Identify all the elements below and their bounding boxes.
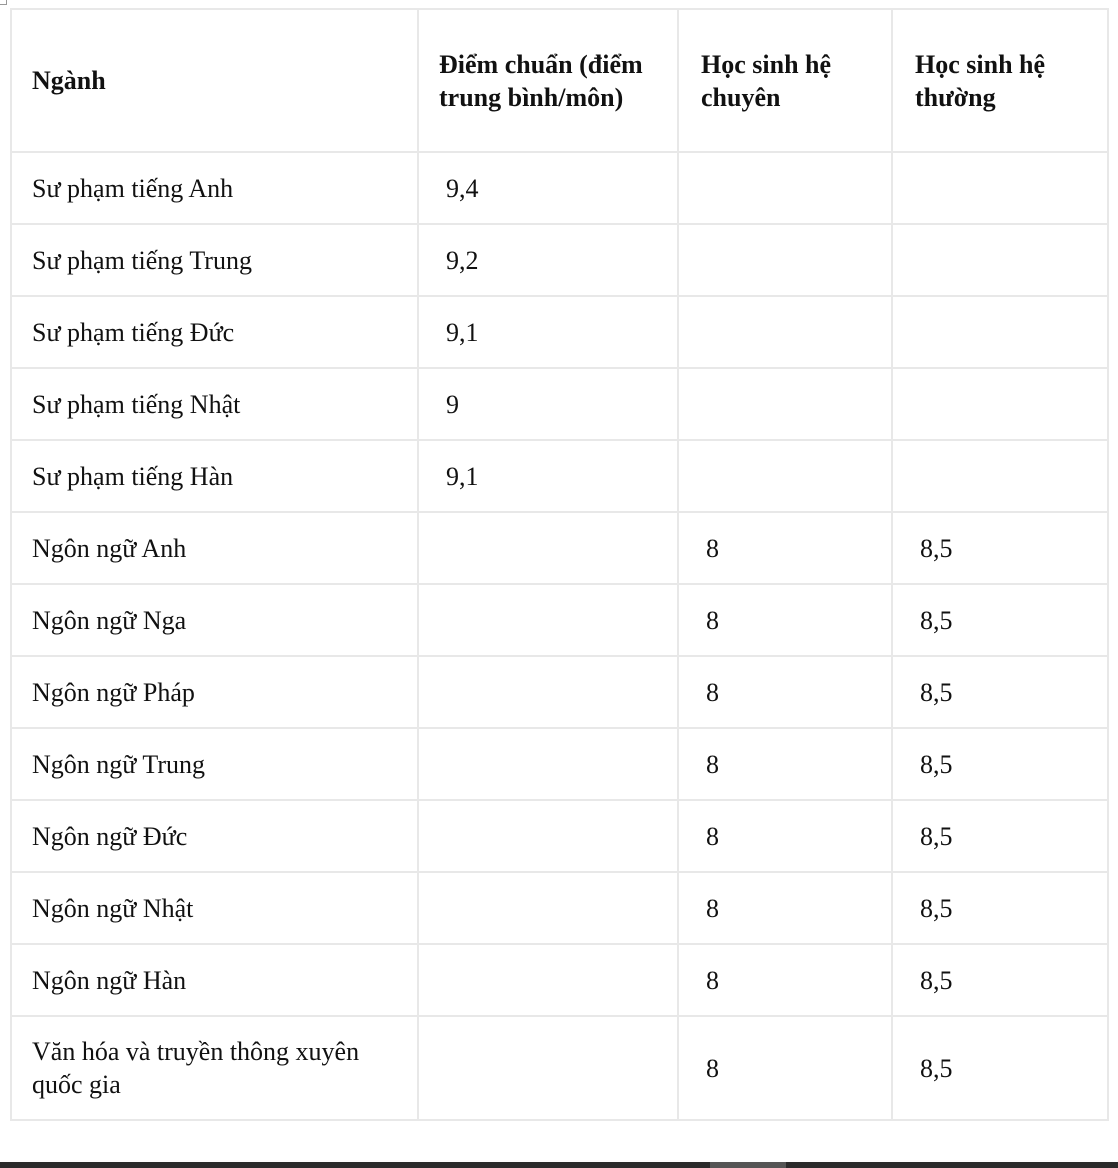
cell-benchmark-score: 9,1 [418,296,678,368]
cell-specialized [678,368,892,440]
cell-major: Văn hóa và truyền thông xuyên quốc gia [11,1016,418,1120]
cell-regular [892,224,1108,296]
cell-specialized: 8 [678,656,892,728]
cell-specialized: 8 [678,872,892,944]
table-row [11,800,1108,872]
cell-major: Ngôn ngữ Hàn [11,944,418,1016]
window-corner [0,0,7,5]
cell-benchmark-score [418,1016,678,1120]
cell-specialized: 8 [678,944,892,1016]
cell-regular [892,296,1108,368]
table-row [11,224,1108,296]
cell-benchmark-score [418,800,678,872]
table-row [11,296,1108,368]
cell-specialized: 8 [678,512,892,584]
cell-regular [892,368,1108,440]
scrollbar-thumb[interactable] [710,1162,786,1168]
cell-benchmark-score [418,656,678,728]
table-row [11,584,1108,656]
cell-benchmark-score [418,944,678,1016]
horizontal-scrollbar[interactable] [0,1162,1118,1168]
cell-regular: 8,5 [892,872,1108,944]
header-major: Ngành [11,9,418,152]
table-row [11,512,1108,584]
cell-specialized [678,152,892,224]
cell-benchmark-score: 9,2 [418,224,678,296]
admission-score-table [10,8,1109,1121]
header-benchmark-score: Điểm chuẩn (điểm trung bình/môn) [418,9,678,152]
cell-benchmark-score [418,872,678,944]
cell-specialized [678,440,892,512]
cell-major: Ngôn ngữ Đức [11,800,418,872]
cell-regular [892,152,1108,224]
cell-major: Sư phạm tiếng Hàn [11,440,418,512]
table-row [11,368,1108,440]
cell-specialized [678,296,892,368]
cell-specialized: 8 [678,584,892,656]
cell-specialized [678,224,892,296]
table-row [11,944,1108,1016]
cell-major: Ngôn ngữ Nhật [11,872,418,944]
cell-regular [892,440,1108,512]
table-row [11,872,1108,944]
table-row [11,656,1108,728]
table-row [11,1016,1108,1120]
cell-regular: 8,5 [892,656,1108,728]
cell-benchmark-score [418,512,678,584]
cell-specialized: 8 [678,1016,892,1120]
cell-major: Ngôn ngữ Anh [11,512,418,584]
header-regular-students: Học sinh hệ thường [892,9,1108,152]
cell-regular: 8,5 [892,512,1108,584]
cell-regular: 8,5 [892,800,1108,872]
table-row [11,728,1108,800]
cell-benchmark-score: 9 [418,368,678,440]
cell-benchmark-score: 9,4 [418,152,678,224]
cell-benchmark-score [418,728,678,800]
cell-major: Ngôn ngữ Pháp [11,656,418,728]
table-row [11,440,1108,512]
table-row [11,152,1108,224]
cell-benchmark-score [418,584,678,656]
cell-regular: 8,5 [892,1016,1108,1120]
header-specialized-students: Học sinh hệ chuyên [678,9,892,152]
cell-regular: 8,5 [892,728,1108,800]
cell-major: Sư phạm tiếng Nhật [11,368,418,440]
cell-regular: 8,5 [892,584,1108,656]
cell-major: Ngôn ngữ Nga [11,584,418,656]
cell-major: Sư phạm tiếng Trung [11,224,418,296]
cell-major: Sư phạm tiếng Anh [11,152,418,224]
cell-specialized: 8 [678,728,892,800]
cell-major: Ngôn ngữ Trung [11,728,418,800]
cell-specialized: 8 [678,800,892,872]
cell-major: Sư phạm tiếng Đức [11,296,418,368]
table-header-row [11,9,1108,152]
cell-benchmark-score: 9,1 [418,440,678,512]
cell-regular: 8,5 [892,944,1108,1016]
